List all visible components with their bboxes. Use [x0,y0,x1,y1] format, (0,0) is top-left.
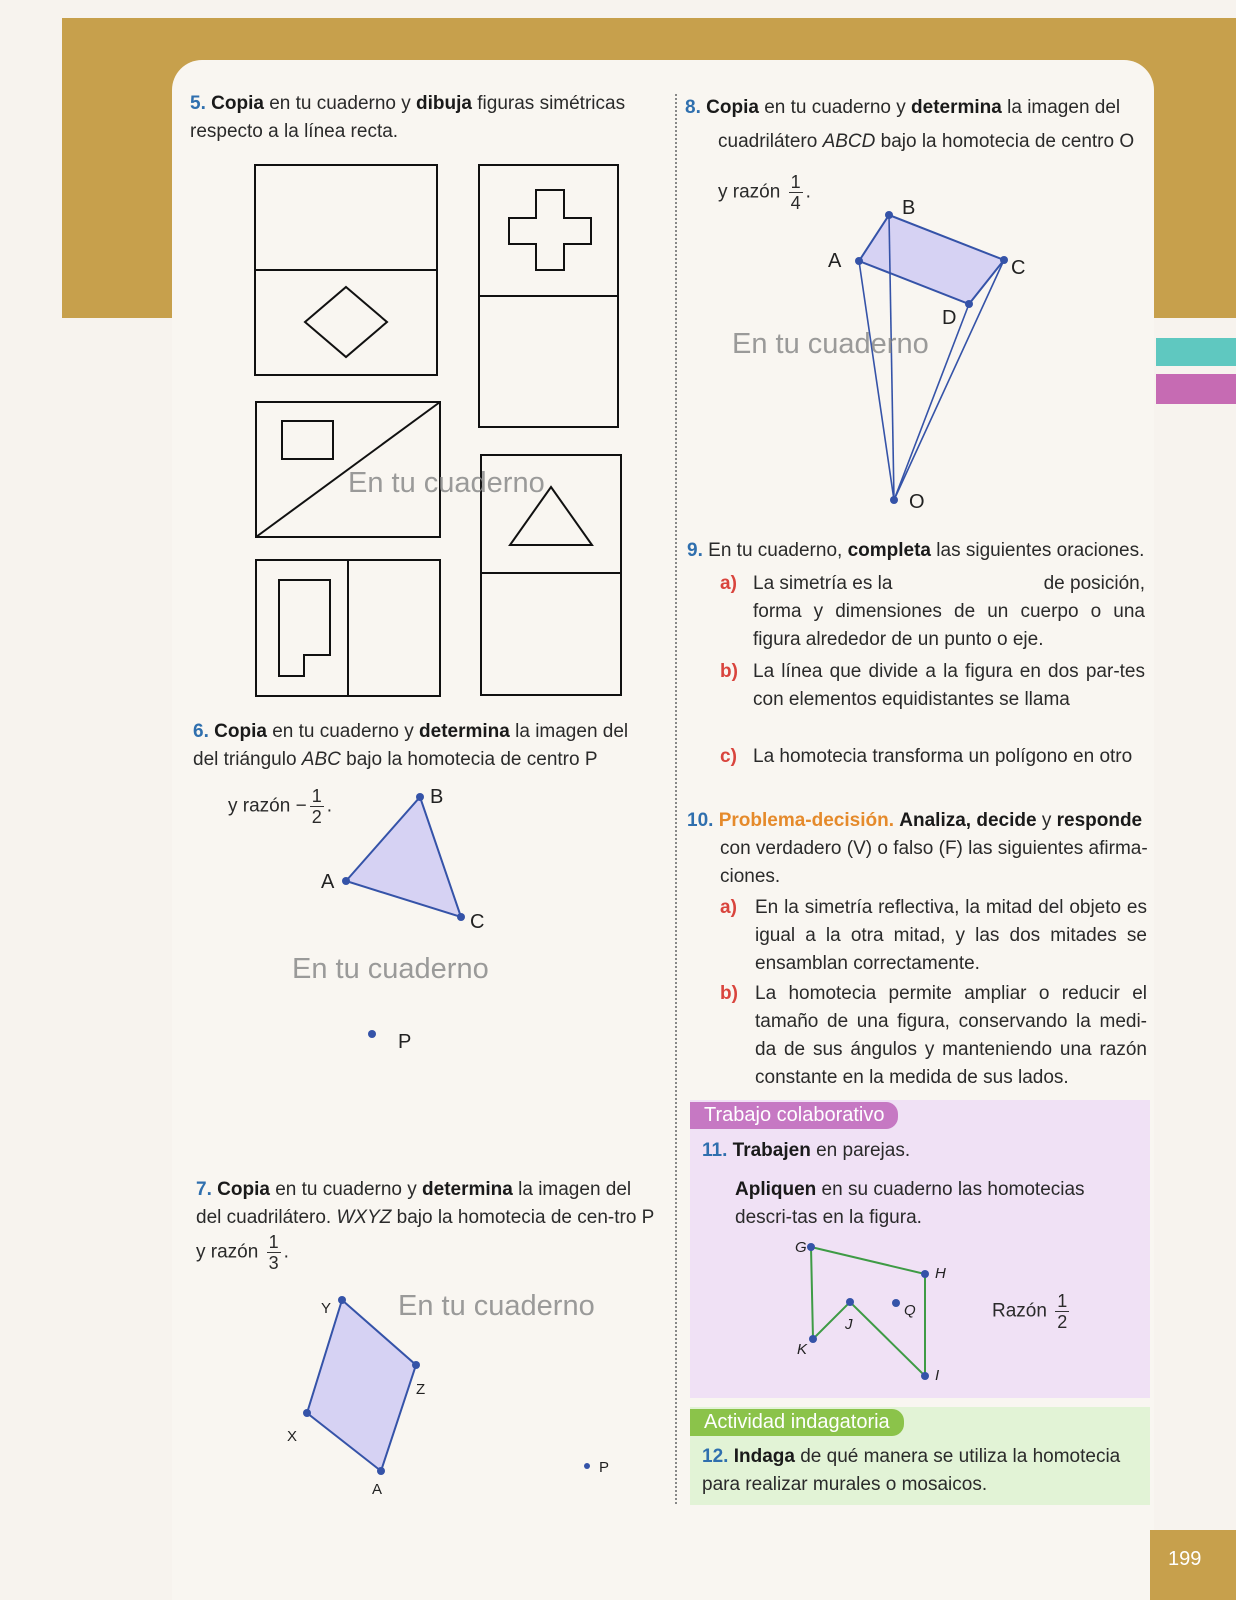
ratio-label: Razón $\frac{1}{2}$ [992,1291,1068,1332]
question-6-ratio: y razón − $\frac{1}{2}$ . [228,786,332,827]
label-K: K [797,1341,808,1358]
question-8: 8. Copia en tu cuaderno y determina la imagen del [685,97,1121,118]
label-C: C [470,911,485,933]
collaborative-header: Trabajo colaborativo [690,1102,898,1129]
question-8-ratio: y razón $\frac{1}{4}$ . [718,172,811,213]
question-10: 10. Problema-decisión. Analiza, decide y responde [687,810,1143,831]
question-9b-label: b) [720,661,738,682]
question-9b-text: La línea que divide a la figura en dos par-tes con elementos equidistantes se llama [753,661,1145,710]
question-9c-text: La homotecia transforma un polígono en otro [753,746,1133,767]
question-5: 5. Copia en tu cuaderno y dibuja figuras simétricas respecto a la línea recta. [190,93,626,142]
label-A: A [828,250,842,272]
fraction: $\frac{1}{2}$ [311,786,322,827]
question-7: 7. Copia en tu cuaderno y determina la imagen del del cuadrilátero. WXYZ bajo la homotecia de cen-tro P y razón $\frac{1}{3}$ . [196,1179,655,1273]
label-A: A [321,871,335,893]
label-Z: Z [416,1381,426,1398]
page-number: 199 [1150,1530,1236,1600]
question-10-line2: con verdadero (V) o falso (F) las siguientes afirma-ciones. [720,838,1148,887]
question-12: 12. Indaga de qué manera se utiliza la homotecia para realizar murales o mosaicos. [702,1446,1121,1495]
label-Q: Q [904,1302,916,1319]
label-I: I [935,1367,940,1384]
label-P: P [398,1031,412,1053]
label-X: X [287,1428,298,1445]
watermark-q5: En tu cuaderno [348,467,545,499]
label-Y: Y [321,1300,332,1317]
question-9a-text2: forma y dimensiones de un cuerpo o una figura alrededor de un punto o eje. [753,601,1145,650]
question-9a: a) [720,573,737,594]
label-D: D [942,307,957,329]
watermark-q7: En tu cuaderno [398,1290,595,1322]
question-9c-label: c) [720,746,737,767]
label-O: O [909,491,925,513]
watermark-q8: En tu cuaderno [732,328,929,360]
question-10a-label: a) [720,897,737,918]
label-C: C [1011,257,1026,279]
question-11: 11. Trabajen en parejas. [702,1140,911,1161]
watermark-q6: En tu cuaderno [292,953,489,985]
question-10b-text: La homotecia permite ampliar o reducir el tamaño de una figura, conservando la medi-da de sus ángulos y manteniendo una razón constante en la medida de sus lados. [755,983,1147,1088]
question-10a-text: En la simetría reflectiva, la mitad del objeto es igual a la otra mitad, y las dos mitades se ensamblan correctamente. [755,897,1147,974]
question-number: 5. [190,93,206,114]
label-H: H [935,1265,946,1282]
question-6: 6. Copia en tu cuaderno y determina la imagen del del triángulo ABC bajo la homotecia de centro P [193,721,629,770]
label-A: A [372,1481,383,1498]
indagatory-header: Actividad indagatoria [690,1409,904,1436]
label-B: B [902,197,916,219]
question-9: 9. En tu cuaderno, completa las siguientes oraciones. [687,540,1145,561]
question-10b-label: b) [720,983,738,1004]
question-11-text: Apliquen en su cuaderno las homotecias descri-tas en la figura. [735,1179,1085,1228]
question-8-line2: cuadrilátero ABCD bajo la homotecia de centro O [718,131,1135,152]
label-P: P [599,1459,610,1476]
label-B: B [430,786,444,808]
label-G: G [795,1239,807,1256]
question-9a-text: La simetría es la de posición, [753,573,1145,594]
label-J: J [845,1316,853,1333]
